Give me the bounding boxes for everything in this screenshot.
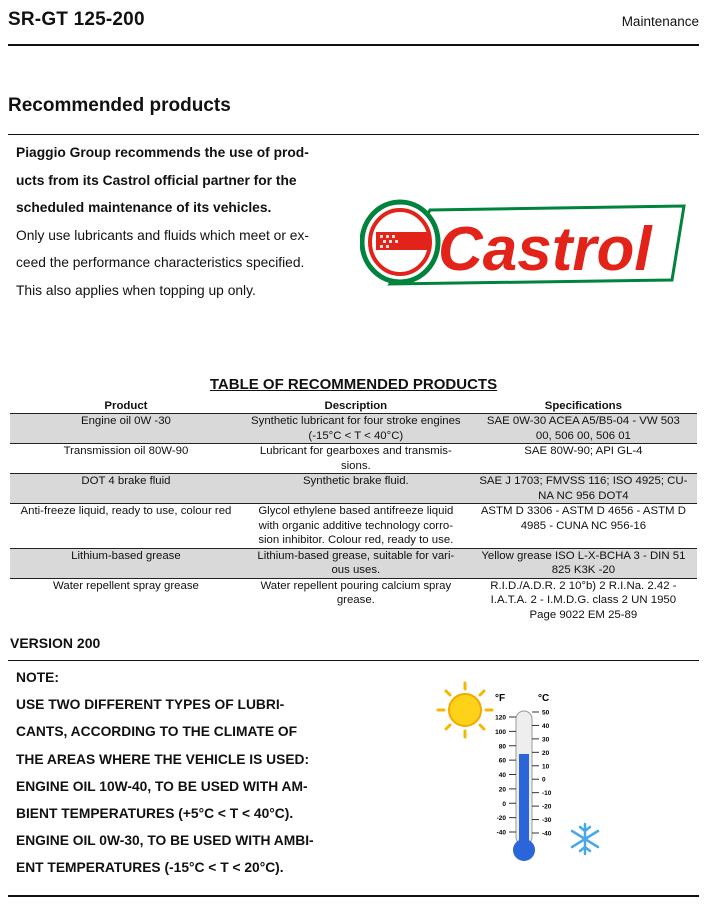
cell-line: Water repellent spray grease [53, 579, 199, 592]
table-row [10, 474, 697, 504]
specifications-cell [470, 444, 697, 474]
cell-line: R.I.D./A.D.R. 2 10°b) 2 R.I.Na. 2.42 - [490, 579, 677, 592]
intro-line: scheduled maintenance of its vehicles. [16, 200, 272, 215]
cell-line: I.A.T.A. 2 - I.M.D.G. class 2 UN 1950 [490, 594, 677, 606]
note-block [16, 664, 361, 882]
fahrenheit-tick-label: 0 [502, 800, 506, 808]
celsius-tick-label: -20 [542, 803, 552, 811]
cell-line: grease. [336, 594, 375, 606]
intro-line: This also applies when topping up only. [16, 282, 256, 298]
castrol-logo [360, 196, 686, 288]
cell-line: DOT 4 brake fluid [81, 475, 171, 487]
cell-line: SAE 0W-30 ACEA A5/B5-04 - VW 503 [486, 415, 680, 427]
cell-line: SAE J 1703; FMVSS 116; ISO 4925; CU- [479, 475, 688, 487]
cell-line: Water repellent pouring calcium spray [260, 579, 452, 592]
table-row [10, 548, 697, 578]
cell-line: sion inhibitor. Colour red, ready to use. [258, 534, 454, 546]
celsius-tick-label: -10 [542, 790, 552, 798]
cell-line: (-15°C < T < 40°C) [308, 429, 404, 442]
snowflake-icon [572, 824, 598, 854]
castrol-logo-graphic [360, 196, 686, 288]
fahrenheit-scale [495, 715, 516, 837]
celsius-tick-label: 10 [542, 763, 550, 771]
column-header-product: Product [10, 399, 242, 414]
note-line: BIENT TEMPERATURES (+5°C < T < 40°C). [16, 806, 294, 822]
description-cell [242, 444, 470, 474]
table-row [10, 414, 697, 444]
column-header-specifications: Specifications [470, 399, 697, 414]
celsius-tick-label: -40 [542, 830, 552, 838]
cell-line: Lithium-based grease [71, 549, 181, 562]
document-title: SR-GT 125-200 [8, 9, 145, 30]
note-line: ENGINE OIL 10W-40, TO BE USED WITH AM- [16, 778, 308, 794]
celsius-tick-label: -30 [542, 817, 552, 825]
product-cell [10, 548, 242, 578]
cell-line: with organic additive technology corro- [258, 519, 454, 532]
note-line: NOTE: [16, 670, 59, 685]
description-cell [242, 548, 470, 578]
heading-divider [8, 134, 699, 135]
table-title [0, 376, 707, 393]
product-cell [10, 504, 242, 549]
cell-line: Lubricant for gearboxes and transmis- [259, 445, 452, 457]
description-cell [242, 474, 470, 504]
fahrenheit-tick-label: 120 [495, 714, 506, 722]
thermometer-graphic [432, 678, 622, 868]
table-header-row [10, 399, 697, 414]
cell-line: Synthetic brake fluid. [302, 475, 409, 487]
intro-line: ucts from its Castrol official partner for the [16, 172, 297, 188]
specifications-cell [470, 474, 697, 504]
description-cell [242, 578, 470, 622]
recommended-products-table [10, 399, 697, 622]
fahrenheit-tick-label: 40 [498, 772, 506, 779]
specifications-cell [470, 548, 697, 578]
cell-line: ASTM D 3306 - ASTM D 4656 - ASTM D [480, 505, 686, 517]
celsius-scale [532, 710, 552, 838]
note-line: USE TWO DIFFERENT TYPES OF LUBRI- [16, 697, 285, 713]
celsius-tick-label: 20 [542, 749, 550, 757]
column-header-description: Description [242, 399, 470, 414]
note-line: ENGINE OIL 0W-30, TO BE USED WITH AMBI- [16, 833, 314, 849]
celsius-tick-label: 0 [542, 776, 546, 784]
fahrenheit-tick-label: 60 [498, 757, 506, 765]
intro-text [16, 139, 351, 304]
intro-line: Piaggio Group recommends the use of prod- [16, 145, 309, 160]
cell-line: Yellow grease ISO L-X-BCHA 3 - DIN 51 [481, 549, 686, 562]
product-cell [10, 474, 242, 504]
celsius-unit: °C [538, 693, 550, 704]
mercury-column [519, 754, 529, 844]
specifications-cell [470, 504, 697, 549]
fahrenheit-tick-label: 80 [498, 743, 506, 751]
intro-line: Only use lubricants and fluids which meet or ex- [16, 227, 309, 243]
note-line: THE AREAS WHERE THE VEHICLE IS USED: [16, 751, 310, 767]
cell-line: Transmission oil 80W-90 [63, 445, 189, 457]
cell-line: 4985 - CUNA NC 956-16 [520, 519, 647, 532]
specifications-cell [470, 578, 697, 622]
cell-line: ous uses. [331, 564, 381, 576]
thermometer-bulb [513, 839, 535, 861]
fahrenheit-tick-label: -20 [496, 815, 506, 823]
cell-line: Anti-freeze liquid, ready to use, colour red [20, 505, 232, 517]
fahrenheit-unit: °F [495, 693, 506, 704]
specifications-cell [470, 414, 697, 444]
cell-line: Engine oil 0W -30 [80, 415, 171, 427]
description-cell [242, 504, 470, 549]
description-cell [242, 414, 470, 444]
cell-line: NA NC 956 DOT4 [538, 489, 629, 502]
cell-line: Lithium-based grease, suitable for vari- [257, 549, 455, 562]
cell-line: SAE 80W-90; API GL-4 [524, 445, 643, 457]
cell-line: 825 K3K -20 [551, 564, 616, 576]
section-label: Maintenance [621, 14, 699, 29]
note-line: ENT TEMPERATURES (-15°C < T < 20°C). [16, 860, 284, 876]
fahrenheit-tick-label: 20 [498, 786, 506, 794]
product-cell [10, 444, 242, 474]
sun-icon [438, 683, 492, 737]
product-cell [10, 414, 242, 444]
note-line: CANTS, ACCORDING TO THE CLIMATE OF [16, 724, 298, 740]
table-title-text: TABLE OF RECOMMENDED PRODUCTS [209, 376, 498, 393]
celsius-tick-label: 30 [542, 736, 550, 744]
celsius-tick-label: 40 [542, 722, 550, 730]
castrol-logo-text: Castrol [438, 215, 652, 284]
celsius-tick-label: 50 [542, 709, 550, 717]
product-cell [10, 578, 242, 622]
version-label: VERSION 200 [10, 635, 101, 651]
version-divider [8, 660, 699, 661]
intro-line: ceed the performance characteristics specified. [16, 255, 305, 270]
cell-line: Glycol ethylene based antifreeze liquid [258, 505, 454, 517]
footer-divider [8, 895, 699, 897]
table-row [10, 578, 697, 622]
climate-illustration [432, 678, 622, 868]
table-row [10, 504, 697, 549]
table-row [10, 444, 697, 474]
cell-line: Synthetic lubricant for four stroke engines [251, 415, 461, 427]
fahrenheit-tick-label: -40 [496, 829, 506, 837]
cell-line: sions. [340, 459, 371, 472]
section-heading: Recommended products [8, 95, 231, 116]
header-divider [8, 44, 699, 46]
fahrenheit-tick-label: 100 [495, 728, 506, 736]
cell-line: Page 9022 EM 25-89 [529, 608, 638, 621]
cell-line: 00, 506 00, 506 01 [535, 429, 631, 442]
